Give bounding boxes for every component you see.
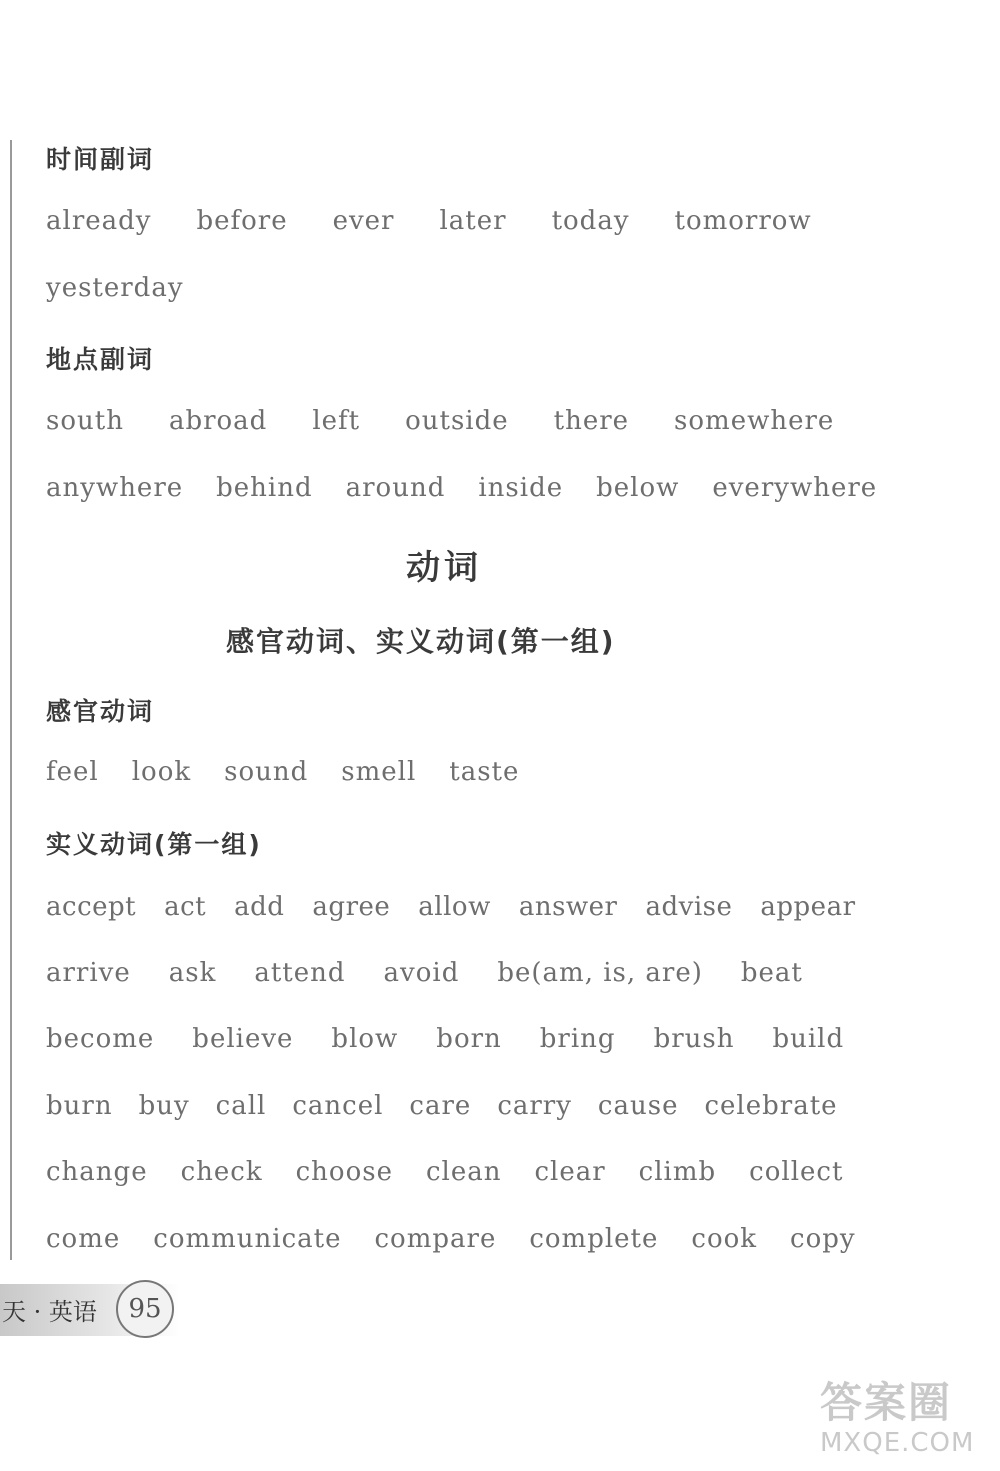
word: clean — [425, 1157, 502, 1187]
word: taste — [449, 757, 520, 787]
word: accept — [46, 892, 137, 922]
word: south — [46, 406, 124, 436]
word: care — [409, 1091, 472, 1121]
word: advise — [645, 892, 733, 922]
word: ever — [332, 206, 395, 236]
word: come — [46, 1224, 121, 1254]
word: blow — [331, 1024, 399, 1054]
word: yesterday — [46, 273, 184, 303]
word: attend — [254, 958, 346, 988]
word: allow — [418, 892, 491, 922]
heading-notional-verbs: 实义动词(第一组) — [46, 830, 262, 859]
word: around — [345, 473, 446, 503]
word-row — [46, 958, 841, 988]
verbs-title: 动词 — [406, 548, 482, 588]
word: choose — [295, 1157, 393, 1187]
word: bring — [539, 1024, 616, 1054]
word-row — [46, 892, 856, 922]
word: add — [234, 892, 285, 922]
heading-sense-verbs: 感官动词 — [46, 697, 155, 726]
heading-time-adverbs: 时间副词 — [46, 145, 155, 174]
word: feel — [46, 757, 99, 787]
word: call — [215, 1091, 267, 1121]
word: copy — [790, 1224, 856, 1254]
word: answer — [518, 892, 618, 922]
word: arrive — [46, 958, 131, 988]
word-row — [46, 406, 879, 436]
word: brush — [653, 1024, 735, 1054]
word: celebrate — [704, 1091, 838, 1121]
word: sound — [224, 757, 309, 787]
word: cause — [597, 1091, 679, 1121]
page-footer — [0, 1278, 180, 1338]
word: below — [596, 473, 680, 503]
word: burn — [46, 1091, 113, 1121]
word-row — [46, 473, 910, 503]
word: abroad — [168, 406, 268, 436]
word-row — [46, 757, 552, 787]
word: complete — [529, 1224, 659, 1254]
word: collect — [749, 1157, 844, 1187]
footer-label: 天 · 英语 — [2, 1298, 97, 1326]
word: act — [164, 892, 207, 922]
word: today — [551, 206, 630, 236]
left-margin-rule — [10, 140, 12, 1260]
word: build — [772, 1024, 845, 1054]
watermark-url: MXQE.COM — [820, 1428, 975, 1458]
word: climb — [638, 1157, 717, 1187]
watermark — [820, 1370, 995, 1465]
word: there — [553, 406, 630, 436]
word-row — [46, 273, 230, 303]
word: avoid — [383, 958, 460, 988]
word: cook — [691, 1224, 758, 1254]
word-row — [46, 1157, 876, 1187]
word: become — [46, 1024, 155, 1054]
word: change — [46, 1157, 148, 1187]
word-row — [46, 1024, 882, 1054]
word: communicate — [153, 1224, 342, 1254]
word: already — [46, 206, 152, 236]
word: look — [131, 757, 192, 787]
verbs-subtitle: 感官动词、实义动词(第一组) — [226, 625, 616, 658]
word-row — [46, 1091, 838, 1121]
word: carry — [497, 1091, 572, 1121]
word: later — [439, 206, 507, 236]
word: outside — [405, 406, 509, 436]
word: before — [196, 206, 288, 236]
word: inside — [478, 473, 564, 503]
word: check — [180, 1157, 263, 1187]
watermark-text: 答案圈 — [820, 1378, 953, 1427]
word: compare — [374, 1224, 497, 1254]
word: agree — [312, 892, 391, 922]
word: appear — [760, 892, 856, 922]
word: ask — [168, 958, 217, 988]
word: tomorrow — [674, 206, 812, 236]
word: left — [312, 406, 361, 436]
word: somewhere — [674, 406, 835, 436]
word: smell — [341, 757, 417, 787]
heading-place-adverbs: 地点副词 — [46, 345, 155, 374]
page-number: 95 — [116, 1280, 174, 1338]
word-row — [46, 206, 857, 236]
word: everywhere — [712, 473, 878, 503]
word: be(am, is, are) — [497, 958, 703, 988]
word: buy — [138, 1091, 190, 1121]
word: anywhere — [46, 473, 184, 503]
word: beat — [740, 958, 803, 988]
word: clear — [534, 1157, 606, 1187]
word-row — [46, 1224, 889, 1254]
word: behind — [216, 473, 313, 503]
word: born — [436, 1024, 502, 1054]
word: cancel — [292, 1091, 384, 1121]
word: believe — [192, 1024, 294, 1054]
